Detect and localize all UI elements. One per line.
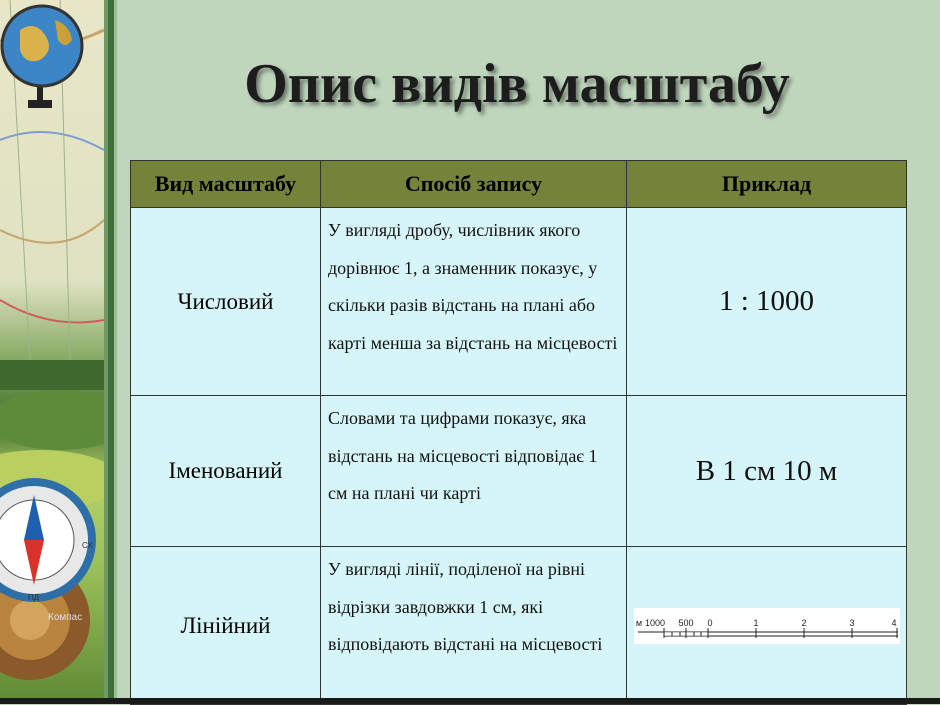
row-method: Словами та цифрами показує, яка відстань на місцевості відповідає 1 см на плані чи карті bbox=[321, 396, 627, 547]
decorative-sidebar bbox=[0, 0, 104, 704]
header-example: Приклад bbox=[627, 161, 907, 208]
slide-title: Опис видів масштабу bbox=[244, 53, 790, 115]
row-example: 1 : 1000 bbox=[627, 208, 907, 396]
compass-mark-south: ПД bbox=[28, 593, 40, 602]
scale-label: 3 bbox=[848, 617, 855, 628]
scale-label: 4 bbox=[890, 617, 897, 628]
table-header-row bbox=[131, 161, 907, 208]
scale-label: 2 bbox=[800, 617, 807, 628]
row-method: У вигляді лінії, поділеної на рівні відрізки завдовжки 1 см, які відповідають відстані на місцевості bbox=[321, 547, 627, 705]
linear-scale-image bbox=[634, 608, 900, 644]
scale-label: 1 bbox=[752, 617, 759, 628]
scale-label: 500 bbox=[677, 617, 694, 628]
row-example-linear bbox=[627, 547, 907, 705]
scale-label: 1000 bbox=[644, 617, 665, 628]
scale-label: 0 bbox=[706, 617, 713, 628]
row-kind: Лінійний bbox=[131, 547, 321, 705]
header-kind: Вид масштабу bbox=[131, 161, 321, 208]
table-row bbox=[131, 396, 907, 547]
compass-label: Компас bbox=[48, 612, 83, 623]
table-row bbox=[131, 208, 907, 396]
row-kind: Іменований bbox=[131, 396, 321, 547]
row-method: У вигляді дробу, числівник якого дорівнює 1, а знаменник показує, у скільки разів відстань на плані або карті менша за відстань на місцевості bbox=[321, 208, 627, 396]
row-kind: Числовий bbox=[131, 208, 321, 396]
scale-table bbox=[130, 160, 907, 705]
header-method: Спосіб запису bbox=[321, 161, 627, 208]
scale-unit: м bbox=[635, 617, 642, 628]
table-row bbox=[131, 547, 907, 705]
bottom-bar bbox=[0, 698, 940, 704]
row-example: В 1 см 10 м bbox=[627, 396, 907, 547]
compass-mark-east: СХ bbox=[82, 541, 93, 550]
compass-icon bbox=[0, 0, 104, 704]
linear-scale-bar bbox=[634, 608, 900, 644]
